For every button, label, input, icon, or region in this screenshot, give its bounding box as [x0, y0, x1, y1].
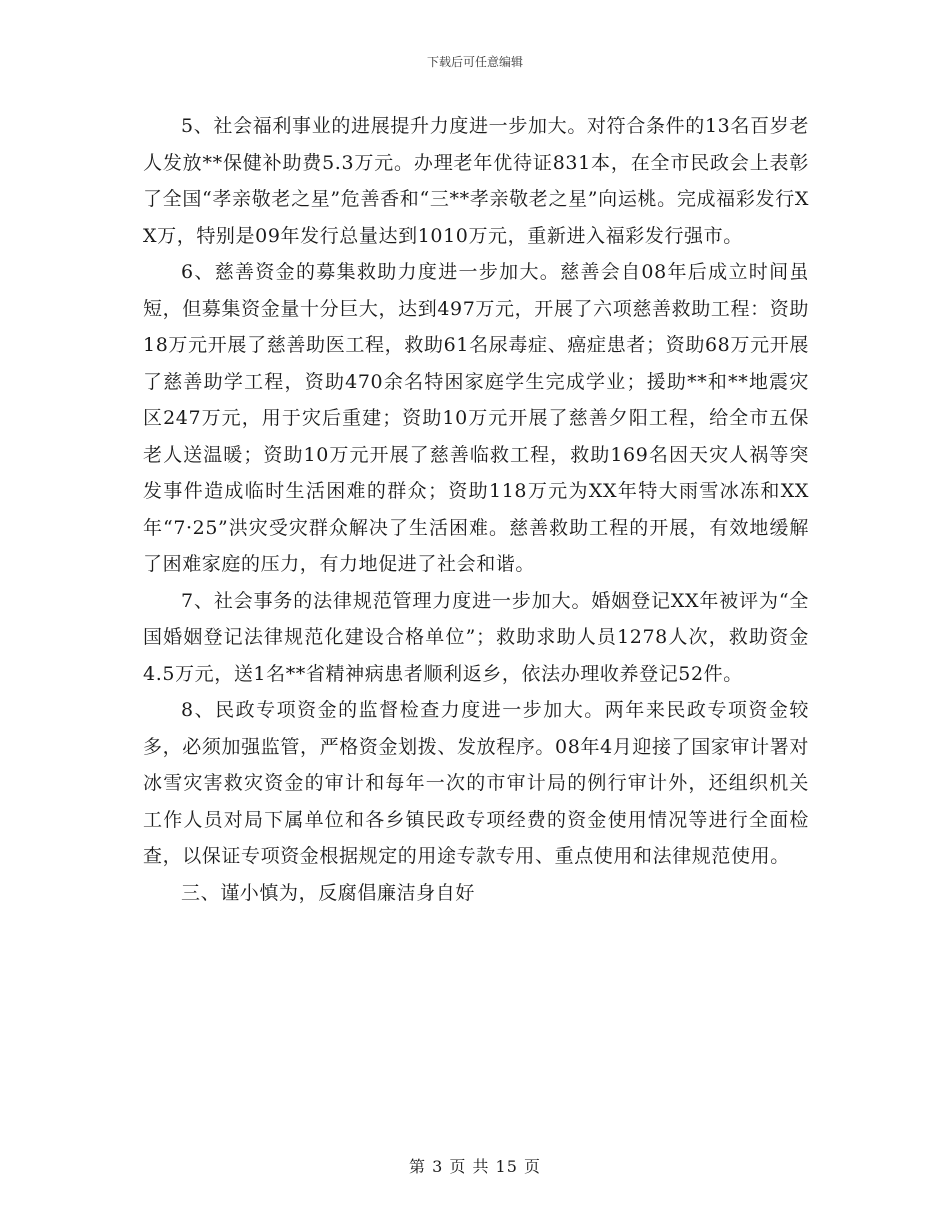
page-number-footer: 第 3 页 共 15 页	[409, 1157, 541, 1176]
paragraph-fund-supervision: 8、民政专项资金的监督检查力度进一步加大。两年来民政专项资金较多，必须加强监管，严格资金划拨、发放程序。08年4月迎接了国家审计署对冰雪灾害救灾资金的审计和每年一次的市审计局的例行审计外，还组织机关工作人员对局下属单位和各乡镇民政专项经费的资金使用情况等进行全面检查，以保证专项资金根据规定的用途专款专用、重点使用和法律规范使用。	[143, 699, 809, 867]
section-heading-anti-corruption: 三、谨小慎为，反腐倡廉洁身自好	[181, 881, 476, 904]
paragraph-social-welfare: 5、社会福利事业的进展提升力度进一步加大。对符合条件的13名百岁老人发放**保健补助费5.3万元。办理老年优待证831本，在全市民政会上表彰了全国“孝亲敬老之星”危善香和“三**孝亲敬老之星”向运桃。完成福彩发行XX万，特别是09年发行总量达到1010万元，重新进入福彩发行强市。	[143, 115, 809, 247]
header-note: 下载后可任意编辑	[426, 55, 523, 69]
paragraph-charity-funds: 6、慈善资金的募集救助力度进一步加大。慈善会自08年后成立时间虽短，但募集资金量十分巨大，达到497万元，开展了六项慈善救助工程：资助18万元开展了慈善助医工程，救助61名尿毒症、癌症患者；资助68万元开展了慈善助学工程，资助470余名特困家庭学生完成学业；援助**和**地震灾区247万元，用于灾后重建；资助10万元开展了慈善夕阳工程，给全市五保老人送温暖；资助10万元开展了慈善临救工程，救助169名因天灾人祸等突发事件造成临时生活困难的群众；资助118万元为XX年特大雨雪冰冻和XX年“7·25”洪灾受灾群众解决了生活困难。慈善救助工程的开展，有效地缓解了困难家庭的压力，有力地促进了社会和谐。	[143, 261, 809, 575]
paragraph-social-affairs: 7、社会事务的法律规范管理力度进一步加大。婚姻登记XX年被评为“全国婚姻登记法律规范化建设合格单位”；救助求助人员1278人次，救助资金4.5万元，送1名**省精神病患者顺利返乡，依法办理收养登记52件。	[143, 589, 809, 685]
document-body	[143, 108, 809, 911]
